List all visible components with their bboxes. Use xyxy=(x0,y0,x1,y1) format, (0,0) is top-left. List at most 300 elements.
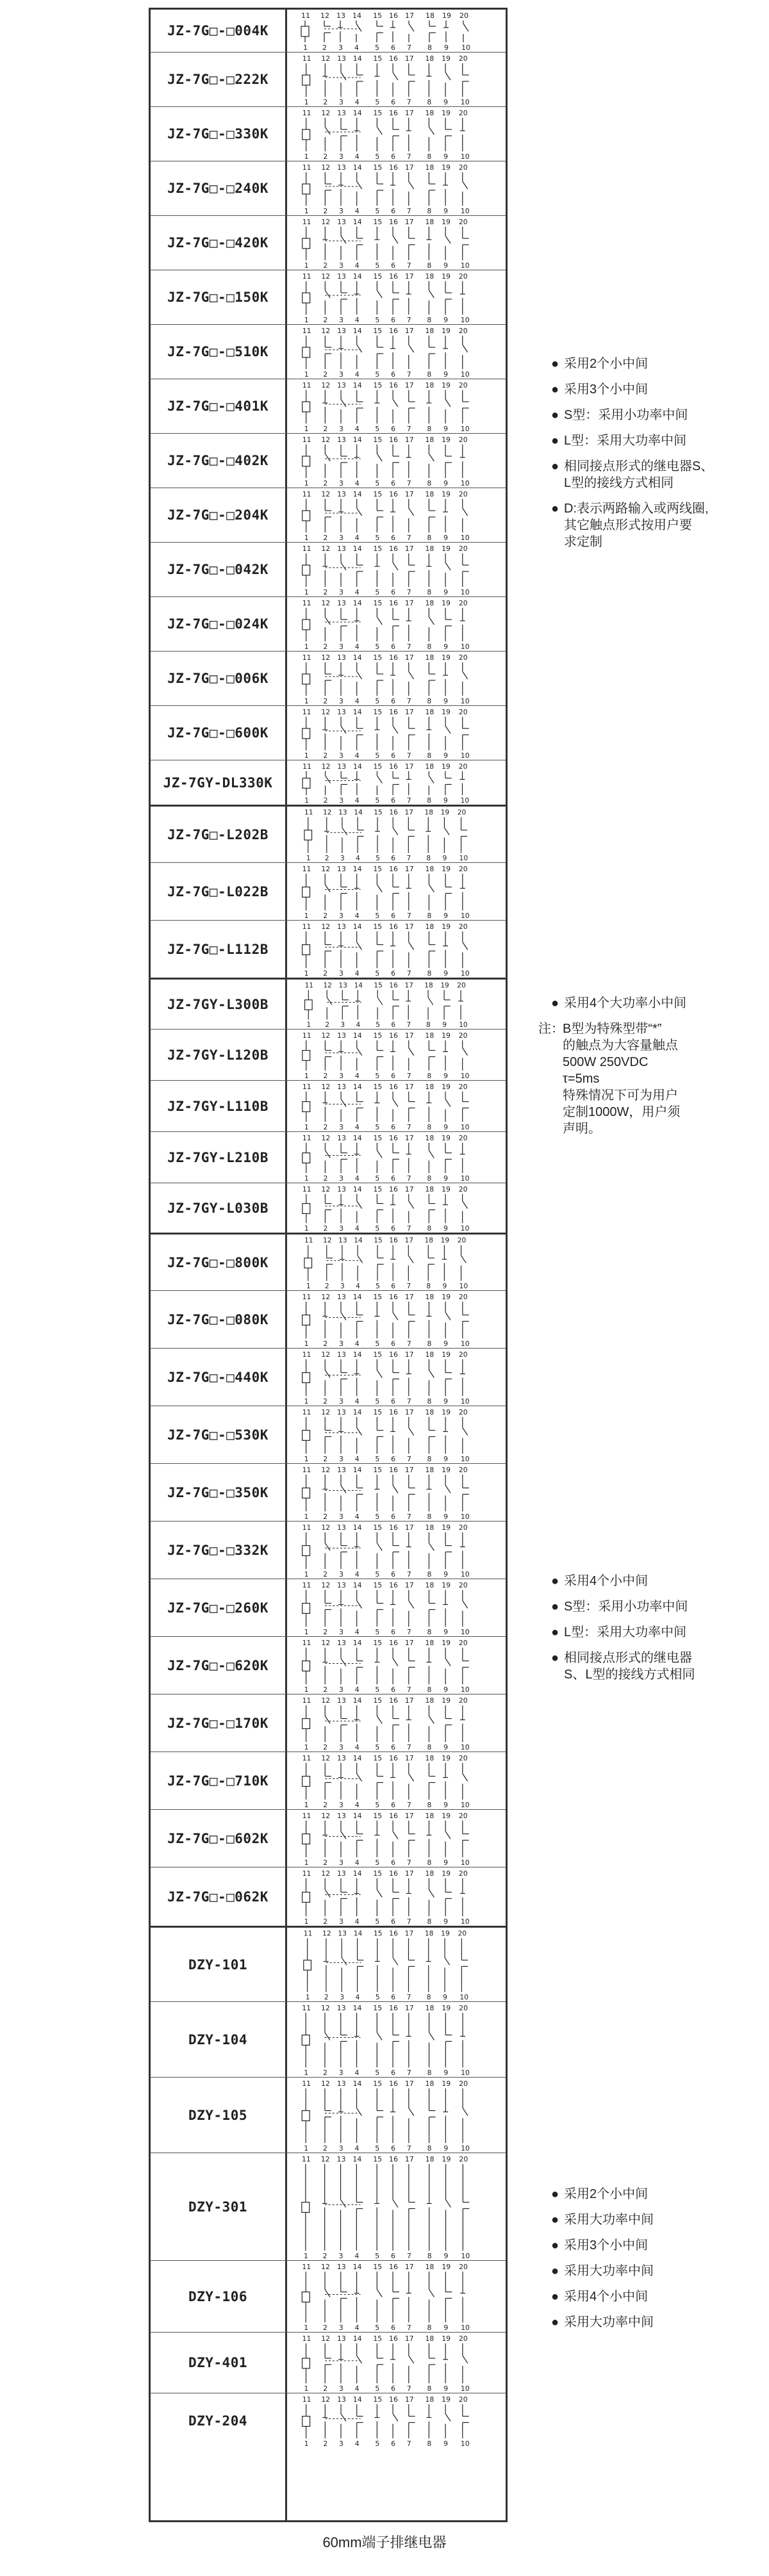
terminal-label-top: 16 xyxy=(389,981,398,990)
terminal-label-bottom: 4 xyxy=(354,2324,360,2332)
relay-row xyxy=(151,1131,506,1183)
terminal-label-top: 12 xyxy=(321,1185,331,1194)
terminal-label-bottom: 3 xyxy=(339,2440,343,2448)
terminal-label-top: 17 xyxy=(404,544,414,553)
terminal-label-top: 15 xyxy=(373,2262,383,2271)
terminal-label-bottom: 3 xyxy=(339,697,343,705)
note-line: 相同接点形式的继电器 xyxy=(564,1651,692,1665)
terminal-label-bottom: 6 xyxy=(391,44,395,52)
wiring-diagram xyxy=(287,1694,506,1752)
terminal-label-bottom: 6 xyxy=(391,2440,396,2448)
terminal-label-top: 15 xyxy=(373,108,383,117)
terminal-label-bottom: 1 xyxy=(306,1021,311,1029)
wiring-diagram xyxy=(287,1637,506,1694)
terminal-label-bottom: 6 xyxy=(391,697,396,705)
terminal-label-top: 17 xyxy=(404,326,414,335)
note-line: 相同接点形式的继电器S、 xyxy=(564,459,714,473)
terminal-label-top: 15 xyxy=(373,1929,383,1938)
terminal-label-top: 15 xyxy=(373,2154,383,2163)
terminal-label-bottom: 4 xyxy=(355,1993,360,2001)
terminal-label-top: 16 xyxy=(389,762,398,771)
wiring-diagram xyxy=(287,1183,506,1233)
terminal-label-bottom: 7 xyxy=(406,316,411,324)
terminal-label-top: 15 xyxy=(373,1185,383,1194)
terminal-label-top: 20 xyxy=(458,1407,468,1416)
remark-line: 500W 250VDC xyxy=(563,1055,649,1069)
terminal-label-bottom: 9 xyxy=(443,1340,449,1348)
remark-line: B型为特殊型带“*” xyxy=(563,1022,662,1036)
terminal-label-top: 14 xyxy=(352,1753,362,1762)
terminal-label-top: 18 xyxy=(425,163,434,172)
terminal-label-top: 13 xyxy=(337,381,346,390)
model-label: JZ-7G□-□620K xyxy=(167,1657,269,1673)
note-item xyxy=(551,1598,763,1615)
terminal-label-bottom: 7 xyxy=(406,796,411,805)
terminal-label-bottom: 4 xyxy=(354,479,360,488)
terminal-label-bottom: 3 xyxy=(339,534,343,542)
bullet-icon: ● xyxy=(551,1651,559,1665)
terminal-label-bottom: 8 xyxy=(427,1801,432,1809)
terminal-label-top: 18 xyxy=(424,1929,434,1938)
terminal-label-bottom: 7 xyxy=(406,1123,411,1131)
terminal-label-top: 18 xyxy=(425,108,434,117)
wiring-diagram xyxy=(287,1867,506,1926)
terminal-label-bottom: 9 xyxy=(443,643,449,651)
terminal-label-bottom: 1 xyxy=(304,796,309,805)
terminal-label-top: 15 xyxy=(373,217,383,226)
terminal-label-bottom: 6 xyxy=(391,1455,396,1463)
terminal-label-top: 19 xyxy=(440,1236,450,1245)
terminal-label-bottom: 7 xyxy=(406,1513,411,1521)
note-line: 其它触点形式按用户要 xyxy=(564,518,692,532)
terminal-label-bottom: 8 xyxy=(427,261,432,270)
terminal-label-bottom: 4 xyxy=(354,207,360,215)
terminal-label-bottom: 3 xyxy=(339,207,343,215)
terminal-label-bottom: 7 xyxy=(406,1858,411,1867)
terminal-label-top: 18 xyxy=(425,1580,434,1589)
remark-line: 定制1000W，用户须 xyxy=(563,1105,681,1119)
terminal-label-top: 13 xyxy=(337,54,346,63)
terminal-label-top: 13 xyxy=(336,2334,346,2343)
relay-row xyxy=(151,433,506,488)
terminal-label-bottom: 1 xyxy=(304,1224,309,1233)
terminal-label-bottom: 10 xyxy=(460,1123,470,1131)
bullet-icon: ● xyxy=(551,1625,559,1639)
terminal-label-top: 19 xyxy=(442,1082,451,1091)
terminal-label-top: 11 xyxy=(302,1869,311,1878)
terminal-label-bottom: 8 xyxy=(427,2324,432,2332)
terminal-label-bottom: 8 xyxy=(427,2144,432,2153)
terminal-label-bottom: 4 xyxy=(354,1801,360,1809)
terminal-label-top: 19 xyxy=(442,544,451,553)
terminal-label-top: 20 xyxy=(458,1580,468,1589)
terminal-label-bottom: 8 xyxy=(427,316,432,324)
coil-symbol xyxy=(302,511,310,521)
terminal-label-top: 20 xyxy=(458,1465,468,1474)
terminal-label-bottom: 2 xyxy=(323,98,328,106)
terminal-label-bottom: 6 xyxy=(391,2144,396,2153)
terminal-label-bottom: 2 xyxy=(323,1743,328,1752)
terminal-label-bottom: 4 xyxy=(354,2252,360,2260)
terminal-label-top: 18 xyxy=(425,381,434,390)
terminal-label-bottom: 7 xyxy=(406,1455,411,1463)
terminal-label-bottom: 4 xyxy=(354,643,360,651)
terminal-label-top: 11 xyxy=(302,922,311,931)
coil-symbol xyxy=(302,887,310,898)
relay-row xyxy=(151,1080,506,1131)
terminal-label-top: 17 xyxy=(404,108,414,117)
terminal-label-top: 14 xyxy=(352,2262,362,2271)
terminal-label-bottom: 2 xyxy=(323,588,328,596)
terminal-label-bottom: 7 xyxy=(406,207,411,215)
terminal-label-top: 20 xyxy=(458,544,468,553)
terminal-label-bottom: 5 xyxy=(375,1397,380,1406)
terminal-label-top: 11 xyxy=(302,544,311,553)
terminal-label-bottom: 9 xyxy=(443,1455,449,1463)
terminal-label-bottom: 4 xyxy=(354,969,360,978)
terminal-label-bottom: 4 xyxy=(354,1858,360,1867)
terminal-label-top: 11 xyxy=(302,1580,311,1589)
terminal-label-bottom: 8 xyxy=(427,2440,432,2448)
wiring-diagram xyxy=(287,863,506,920)
terminal-label-top: 19 xyxy=(442,1580,451,1589)
terminal-label-bottom: 5 xyxy=(375,1917,380,1926)
wiring-diagram xyxy=(287,1406,506,1463)
terminal-label-bottom: 1 xyxy=(304,261,309,270)
terminal-label-top: 17 xyxy=(404,381,414,390)
terminal-label-top: 14 xyxy=(352,1133,362,1142)
terminal-label-top: 17 xyxy=(404,1696,414,1705)
model-label: JZ-7G□-□170K xyxy=(167,1715,269,1731)
terminal-label-bottom: 3 xyxy=(339,643,343,651)
terminal-label-top: 14 xyxy=(352,922,362,931)
terminal-label-bottom: 5 xyxy=(375,316,380,324)
terminal-label-bottom: 4 xyxy=(354,152,360,161)
terminal-label-bottom: 6 xyxy=(391,2069,396,2077)
terminal-label-top: 14 xyxy=(352,1350,362,1359)
terminal-label-top: 20 xyxy=(458,1753,468,1762)
terminal-label-bottom: 9 xyxy=(443,1513,449,1521)
terminal-label-top: 15 xyxy=(373,1696,383,1705)
coil-symbol xyxy=(302,293,310,303)
terminal-label-bottom: 7 xyxy=(406,152,411,161)
terminal-label-bottom: 1 xyxy=(304,697,309,705)
terminal-label-top: 14 xyxy=(352,381,362,390)
terminal-label-bottom: 3 xyxy=(339,1072,344,1080)
terminal-label-top: 12 xyxy=(322,1929,331,1938)
terminal-label-top: 15 xyxy=(373,653,383,662)
terminal-label-top: 16 xyxy=(389,2334,398,2343)
model-label: JZ-7G□-□080K xyxy=(167,1311,269,1327)
terminal-label-top: 15 xyxy=(373,1753,383,1762)
terminal-label-bottom: 2 xyxy=(323,751,328,760)
note-item xyxy=(551,2263,763,2279)
terminal-label-top: 12 xyxy=(321,598,331,607)
model-label: JZ-7G□-□042K xyxy=(167,562,269,577)
note-item xyxy=(551,356,763,372)
coil-symbol xyxy=(302,2358,310,2368)
terminal-label-top: 13 xyxy=(337,326,346,335)
terminal-label-bottom: 4 xyxy=(354,425,360,433)
terminal-label-top: 13 xyxy=(337,1580,346,1589)
terminal-label-bottom: 9 xyxy=(443,1686,449,1694)
terminal-label-bottom: 6 xyxy=(391,1397,396,1406)
terminal-label-bottom: 5 xyxy=(375,1570,380,1579)
terminal-label-top: 20 xyxy=(458,1031,468,1040)
terminal-label-bottom: 9 xyxy=(443,1397,449,1406)
relay-row xyxy=(151,1406,506,1463)
relay-row xyxy=(151,760,506,805)
terminal-label-bottom: 9 xyxy=(443,1123,448,1131)
terminal-label-top: 20 xyxy=(458,2334,468,2343)
terminal-label-bottom: 2 xyxy=(323,1224,328,1233)
terminal-label-top: 13 xyxy=(337,272,346,281)
terminal-label-top: 12 xyxy=(321,217,331,226)
terminal-label-top: 19 xyxy=(442,2395,451,2404)
terminal-label-bottom: 6 xyxy=(391,2384,396,2393)
terminal-label-top: 13 xyxy=(337,1465,346,1474)
relay-row xyxy=(151,1867,506,1926)
terminal-label-top: 16 xyxy=(389,922,398,931)
terminal-label-top: 19 xyxy=(442,108,451,117)
bullet-icon: ● xyxy=(551,2290,559,2304)
terminal-label-top: 11 xyxy=(302,1638,311,1647)
terminal-label-bottom: 1 xyxy=(304,2144,309,2153)
relay-row xyxy=(151,1694,506,1752)
terminal-label-bottom: 7 xyxy=(406,969,411,978)
relay-row xyxy=(151,106,506,161)
terminal-label-bottom: 7 xyxy=(406,1224,411,1233)
terminal-label-top: 12 xyxy=(321,1811,331,1820)
coil-symbol xyxy=(302,1431,310,1441)
terminal-label-bottom: 3 xyxy=(339,1743,343,1752)
terminal-label-top: 16 xyxy=(389,1185,398,1194)
coil-symbol xyxy=(302,347,310,357)
terminal-label-bottom: 9 xyxy=(443,207,449,215)
terminal-label-top: 12 xyxy=(321,326,331,335)
terminal-label-bottom: 8 xyxy=(427,1628,432,1636)
terminal-label-bottom: 5 xyxy=(375,697,380,705)
terminal-label-bottom: 5 xyxy=(376,1021,380,1029)
terminal-label-top: 20 xyxy=(458,1082,468,1091)
terminal-label-top: 15 xyxy=(374,1236,383,1245)
terminal-label-top: 16 xyxy=(389,326,398,335)
wiring-diagram xyxy=(287,53,506,106)
wiring-diagram xyxy=(287,10,506,52)
terminal-label-top: 11 xyxy=(302,2334,311,2343)
terminal-label-top: 17 xyxy=(404,1811,414,1820)
page-caption: 60mm端子排继电器 xyxy=(322,2534,447,2550)
terminal-label-bottom: 9 xyxy=(443,2384,449,2393)
terminal-label-top: 16 xyxy=(389,2003,398,2012)
terminal-label-bottom: 4 xyxy=(354,751,360,760)
coil-symbol xyxy=(302,402,310,412)
terminal-label-top: 15 xyxy=(373,272,383,281)
terminal-label-bottom: 5 xyxy=(375,969,380,978)
terminal-label-top: 18 xyxy=(425,435,434,444)
terminal-label-top: 20 xyxy=(458,1292,468,1301)
terminal-label-bottom: 10 xyxy=(460,316,470,324)
terminal-label-top: 13 xyxy=(337,1082,346,1091)
terminal-label-bottom: 6 xyxy=(391,2252,396,2260)
terminal-label-bottom: 1 xyxy=(304,207,309,215)
terminal-label-bottom: 1 xyxy=(304,1628,309,1636)
terminal-label-top: 20 xyxy=(458,1133,468,1142)
terminal-label-top: 13 xyxy=(337,217,346,226)
terminal-label-top: 19 xyxy=(442,1753,451,1762)
terminal-label-bottom: 3 xyxy=(339,751,343,760)
terminal-label-bottom: 7 xyxy=(406,2440,411,2448)
terminal-label-bottom: 2 xyxy=(323,1123,328,1131)
terminal-label-top: 12 xyxy=(321,1292,331,1301)
note-line: 采用4个大功率小中间 xyxy=(564,996,687,1010)
terminal-label-bottom: 2 xyxy=(323,479,328,488)
terminal-label-bottom: 1 xyxy=(304,1801,309,1809)
relay-row xyxy=(151,596,506,651)
terminal-label-bottom: 6 xyxy=(391,479,396,488)
terminal-label-bottom: 3 xyxy=(339,1570,343,1579)
terminal-label-bottom: 1 xyxy=(304,1174,309,1183)
terminal-label-bottom: 5 xyxy=(375,370,380,379)
terminal-label-top: 14 xyxy=(352,272,362,281)
terminal-label-bottom: 2 xyxy=(322,44,327,52)
terminal-label-top: 11 xyxy=(302,163,311,172)
terminal-label-top: 14 xyxy=(352,762,362,771)
terminal-label-top: 13 xyxy=(337,1638,346,1647)
terminal-label-bottom: 7 xyxy=(406,1340,411,1348)
terminal-label-top: 11 xyxy=(302,2395,311,2404)
coil-symbol xyxy=(302,945,310,955)
terminal-label-bottom: 10 xyxy=(460,1570,470,1579)
terminal-label-bottom: 2 xyxy=(324,1993,329,2001)
terminal-label-top: 17 xyxy=(404,435,414,444)
model-label: JZ-7G□-□600K xyxy=(167,725,269,741)
terminal-label-bottom: 7 xyxy=(406,854,411,862)
terminal-label-bottom: 9 xyxy=(443,1993,447,2001)
terminal-label-bottom: 3 xyxy=(338,2252,343,2260)
terminal-label-top: 13 xyxy=(337,1031,346,1040)
terminal-label-bottom: 3 xyxy=(339,588,343,596)
terminal-label-bottom: 5 xyxy=(375,1072,380,1080)
note-line: 采用4个小中间 xyxy=(564,2290,649,2304)
terminal-label-top: 13 xyxy=(337,864,346,873)
terminal-label-bottom: 1 xyxy=(304,479,309,488)
terminal-label-top: 15 xyxy=(373,1031,383,1040)
terminal-label-bottom: 1 xyxy=(304,2324,309,2332)
terminal-label-bottom: 3 xyxy=(339,1686,343,1694)
terminal-label-bottom: 5 xyxy=(375,1628,380,1636)
bullet-icon: ● xyxy=(551,382,559,397)
terminal-label-bottom: 4 xyxy=(356,1021,361,1029)
terminal-label-top: 17 xyxy=(404,1350,414,1359)
terminal-label-bottom: 10 xyxy=(460,261,470,270)
terminal-label-bottom: 10 xyxy=(459,1282,468,1290)
terminal-label-top: 20 xyxy=(458,1523,468,1532)
terminal-label-top: 11 xyxy=(302,54,311,63)
terminal-label-top: 20 xyxy=(458,1869,468,1878)
terminal-label-bottom: 3 xyxy=(339,1224,344,1233)
terminal-label-top: 20 xyxy=(458,1350,468,1359)
terminal-label-bottom: 10 xyxy=(461,44,470,52)
terminal-label-bottom: 10 xyxy=(460,1801,470,1809)
model-label: JZ-7G□-□402K xyxy=(167,453,269,468)
terminal-label-top: 18 xyxy=(425,272,434,281)
terminal-label-top: 17 xyxy=(404,2079,414,2088)
terminal-label-bottom: 1 xyxy=(304,316,309,324)
terminal-label-top: 16 xyxy=(389,12,398,20)
relay-row xyxy=(151,52,506,106)
terminal-label-bottom: 4 xyxy=(356,854,360,862)
terminal-label-top: 11 xyxy=(303,1929,313,1938)
terminal-label-bottom: 3 xyxy=(338,2384,343,2393)
terminal-label-bottom: 3 xyxy=(339,98,343,106)
terminal-label-top: 20 xyxy=(457,808,467,817)
model-label: DZY-105 xyxy=(188,2107,247,2123)
relay-row xyxy=(151,270,506,324)
terminal-label-top: 18 xyxy=(425,1869,434,1878)
terminal-label-bottom: 7 xyxy=(406,2144,411,2153)
terminal-label-top: 13 xyxy=(337,544,346,553)
model-label: JZ-7G□-□420K xyxy=(167,235,269,250)
terminal-label-bottom: 9 xyxy=(443,1858,449,1867)
terminal-label-bottom: 4 xyxy=(354,1686,360,1694)
terminal-label-bottom: 10 xyxy=(460,1397,470,1406)
note-line: S型：采用小功率中间 xyxy=(564,408,688,422)
terminal-label-bottom: 2 xyxy=(325,1021,330,1029)
relay-row xyxy=(151,1926,506,2001)
terminal-label-top: 19 xyxy=(442,1523,451,1532)
coil-symbol xyxy=(302,184,310,194)
terminal-label-top: 13 xyxy=(337,762,347,771)
terminal-label-top: 19 xyxy=(441,762,451,771)
terminal-label-bottom: 6 xyxy=(391,1858,396,1867)
terminal-label-top: 11 xyxy=(302,707,311,716)
terminal-label-top: 11 xyxy=(302,1350,311,1359)
terminal-label-bottom: 8 xyxy=(427,1917,432,1926)
model-label: JZ-7G□-□510K xyxy=(167,344,269,359)
terminal-label-bottom: 9 xyxy=(443,534,449,542)
terminal-label-top: 20 xyxy=(458,1696,468,1705)
model-label: JZ-7G□-□204K xyxy=(167,507,269,523)
terminal-label-top: 12 xyxy=(321,653,331,662)
terminal-label-bottom: 10 xyxy=(460,98,470,106)
terminal-label-bottom: 3 xyxy=(338,1917,343,1926)
terminal-label-top: 16 xyxy=(389,381,398,390)
model-label: JZ-7G□-□440K xyxy=(167,1369,269,1385)
model-label: JZ-7G□-L202B xyxy=(167,826,269,842)
terminal-label-top: 18 xyxy=(425,653,434,662)
terminal-label-top: 14 xyxy=(352,1031,362,1040)
terminal-label-top: 19 xyxy=(440,981,449,990)
terminal-label-top: 14 xyxy=(352,54,362,63)
terminal-label-bottom: 7 xyxy=(406,1993,411,2001)
terminal-label-bottom: 1 xyxy=(303,44,308,52)
terminal-label-top: 17 xyxy=(404,1523,414,1532)
terminal-label-top: 19 xyxy=(442,1811,451,1820)
terminal-label-bottom: 6 xyxy=(391,1917,396,1926)
terminal-label-top: 15 xyxy=(373,1465,383,1474)
wiring-diagram xyxy=(287,597,506,651)
terminal-label-top: 15 xyxy=(373,1580,383,1589)
terminal-label-bottom: 8 xyxy=(427,588,432,596)
coil-symbol xyxy=(302,1834,310,1844)
terminal-label-bottom: 8 xyxy=(427,751,432,760)
terminal-label-bottom: 9 xyxy=(443,1570,449,1579)
notes-group-3 xyxy=(551,1573,763,1692)
terminal-label-top: 19 xyxy=(442,2003,451,2012)
terminal-label-top: 20 xyxy=(458,54,468,63)
coil-symbol xyxy=(302,1102,310,1112)
